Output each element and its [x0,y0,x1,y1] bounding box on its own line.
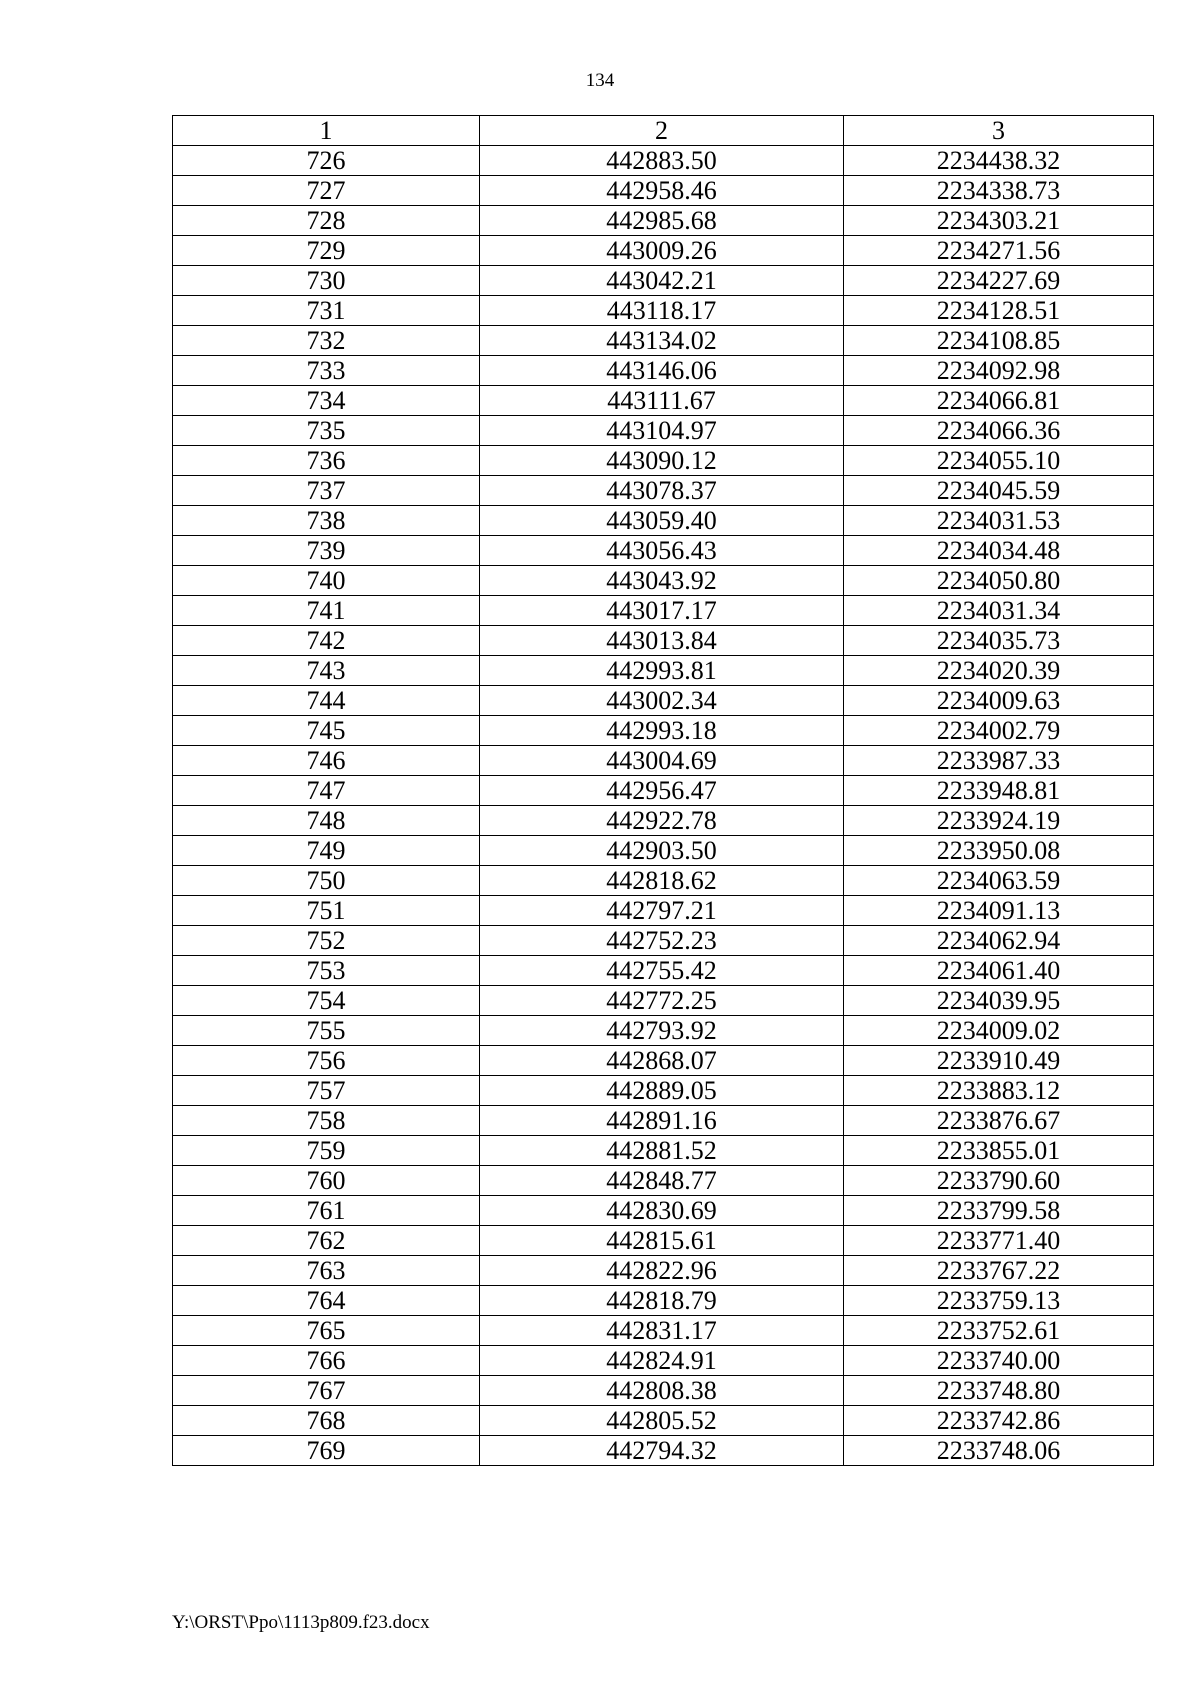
table-row [173,1166,1154,1196]
y-coordinate-cell: 2233740.00 [844,1346,1154,1376]
point-number-cell: 756 [173,1046,480,1076]
y-coordinate-cell: 2233910.49 [844,1046,1154,1076]
table-row [173,776,1154,806]
y-coordinate-cell: 2234020.39 [844,656,1154,686]
table-row [173,296,1154,326]
point-number-cell: 727 [173,176,480,206]
y-coordinate-cell: 2234066.36 [844,416,1154,446]
y-coordinate-cell: 2234002.79 [844,716,1154,746]
point-number-cell: 757 [173,1076,480,1106]
y-coordinate-cell: 2233883.12 [844,1076,1154,1106]
point-number-cell: 728 [173,206,480,236]
x-coordinate-cell: 442818.62 [480,866,844,896]
x-coordinate-cell: 442958.46 [480,176,844,206]
y-coordinate-cell: 2233790.60 [844,1166,1154,1196]
point-number-cell: 766 [173,1346,480,1376]
x-coordinate-cell: 442805.52 [480,1406,844,1436]
y-coordinate-cell: 2233752.61 [844,1316,1154,1346]
y-coordinate-cell: 2233759.13 [844,1286,1154,1316]
table-row [173,476,1154,506]
x-coordinate-cell: 442985.68 [480,206,844,236]
y-coordinate-cell: 2234061.40 [844,956,1154,986]
point-number-cell: 750 [173,866,480,896]
x-coordinate-cell: 442922.78 [480,806,844,836]
x-coordinate-cell: 443111.67 [480,386,844,416]
y-coordinate-cell: 2234271.56 [844,236,1154,266]
table-row [173,446,1154,476]
point-number-cell: 758 [173,1106,480,1136]
y-coordinate-cell: 2233924.19 [844,806,1154,836]
x-coordinate-cell: 442794.32 [480,1436,844,1466]
table-row [173,1046,1154,1076]
x-coordinate-cell: 443004.69 [480,746,844,776]
table-row [173,506,1154,536]
x-coordinate-cell: 442815.61 [480,1226,844,1256]
table-header [173,116,1154,146]
table-row [173,386,1154,416]
x-coordinate-cell: 443078.37 [480,476,844,506]
table-row [173,926,1154,956]
y-coordinate-cell: 2233950.08 [844,836,1154,866]
y-coordinate-cell: 2233855.01 [844,1136,1154,1166]
x-coordinate-cell: 443056.43 [480,536,844,566]
x-coordinate-cell: 443134.02 [480,326,844,356]
y-coordinate-cell: 2234128.51 [844,296,1154,326]
x-coordinate-cell: 443002.34 [480,686,844,716]
point-number-cell: 752 [173,926,480,956]
y-coordinate-cell: 2234092.98 [844,356,1154,386]
y-coordinate-cell: 2234066.81 [844,386,1154,416]
y-coordinate-cell: 2234108.85 [844,326,1154,356]
x-coordinate-cell: 442993.81 [480,656,844,686]
table-row [173,596,1154,626]
table-row [173,206,1154,236]
y-coordinate-cell: 2234062.94 [844,926,1154,956]
x-coordinate-cell: 442881.52 [480,1136,844,1166]
point-number-cell: 755 [173,1016,480,1046]
y-coordinate-cell: 2234031.34 [844,596,1154,626]
point-number-cell: 769 [173,1436,480,1466]
point-number-cell: 731 [173,296,480,326]
y-coordinate-cell: 2234009.63 [844,686,1154,716]
table-row [173,566,1154,596]
table-row [173,266,1154,296]
y-coordinate-cell: 2234055.10 [844,446,1154,476]
point-number-cell: 749 [173,836,480,866]
y-coordinate-cell: 2233799.58 [844,1196,1154,1226]
x-coordinate-cell: 442891.16 [480,1106,844,1136]
x-coordinate-cell: 443009.26 [480,236,844,266]
y-coordinate-cell: 2234034.48 [844,536,1154,566]
table-row [173,536,1154,566]
table-row [173,896,1154,926]
table-row [173,1106,1154,1136]
x-coordinate-cell: 442889.05 [480,1076,844,1106]
y-coordinate-cell: 2234045.59 [844,476,1154,506]
table-row [173,236,1154,266]
table-header-row [173,116,1154,146]
table-row [173,356,1154,386]
coordinates-table [172,115,1154,1466]
point-number-cell: 759 [173,1136,480,1166]
y-coordinate-cell: 2234303.21 [844,206,1154,236]
point-number-cell: 741 [173,596,480,626]
y-coordinate-cell: 2234050.80 [844,566,1154,596]
table-row [173,146,1154,176]
x-coordinate-cell: 442903.50 [480,836,844,866]
table-body [173,146,1154,1466]
point-number-cell: 739 [173,536,480,566]
point-number-cell: 733 [173,356,480,386]
point-number-cell: 754 [173,986,480,1016]
x-coordinate-cell: 442772.25 [480,986,844,1016]
table-row [173,1286,1154,1316]
x-coordinate-cell: 442883.50 [480,146,844,176]
x-coordinate-cell: 442793.92 [480,1016,844,1046]
x-coordinate-cell: 442797.21 [480,896,844,926]
table-row [173,1016,1154,1046]
point-number-cell: 732 [173,326,480,356]
x-coordinate-cell: 443146.06 [480,356,844,386]
table-row [173,956,1154,986]
x-coordinate-cell: 443090.12 [480,446,844,476]
footer-file-path: Y:\ORST\Ppo\1113p809.f23.docx [172,1612,430,1633]
point-number-cell: 761 [173,1196,480,1226]
table-row [173,416,1154,446]
point-number-cell: 751 [173,896,480,926]
x-coordinate-cell: 442868.07 [480,1046,844,1076]
y-coordinate-cell: 2233748.06 [844,1436,1154,1466]
point-number-cell: 737 [173,476,480,506]
x-coordinate-cell: 442848.77 [480,1166,844,1196]
y-coordinate-cell: 2234031.53 [844,506,1154,536]
y-coordinate-cell: 2233742.86 [844,1406,1154,1436]
x-coordinate-cell: 443104.97 [480,416,844,446]
point-number-cell: 729 [173,236,480,266]
point-number-cell: 735 [173,416,480,446]
point-number-cell: 760 [173,1166,480,1196]
y-coordinate-cell: 2234035.73 [844,626,1154,656]
table-row [173,656,1154,686]
x-coordinate-cell: 442993.18 [480,716,844,746]
point-number-cell: 743 [173,656,480,686]
table-row [173,1406,1154,1436]
column-header-1: 1 [173,116,480,146]
y-coordinate-cell: 2234091.13 [844,896,1154,926]
y-coordinate-cell: 2234338.73 [844,176,1154,206]
point-number-cell: 744 [173,686,480,716]
x-coordinate-cell: 443042.21 [480,266,844,296]
y-coordinate-cell: 2234438.32 [844,146,1154,176]
table-row [173,836,1154,866]
x-coordinate-cell: 442822.96 [480,1256,844,1286]
x-coordinate-cell: 443059.40 [480,506,844,536]
y-coordinate-cell: 2233987.33 [844,746,1154,776]
table-row [173,1136,1154,1166]
table-row [173,686,1154,716]
point-number-cell: 767 [173,1376,480,1406]
point-number-cell: 738 [173,506,480,536]
table-row [173,626,1154,656]
table-row [173,716,1154,746]
table-row [173,1076,1154,1106]
y-coordinate-cell: 2233767.22 [844,1256,1154,1286]
table-row [173,1316,1154,1346]
x-coordinate-cell: 443043.92 [480,566,844,596]
x-coordinate-cell: 442752.23 [480,926,844,956]
table-row [173,1436,1154,1466]
x-coordinate-cell: 442831.17 [480,1316,844,1346]
point-number-cell: 763 [173,1256,480,1286]
point-number-cell: 742 [173,626,480,656]
point-number-cell: 768 [173,1406,480,1436]
point-number-cell: 748 [173,806,480,836]
point-number-cell: 764 [173,1286,480,1316]
point-number-cell: 736 [173,446,480,476]
y-coordinate-cell: 2234039.95 [844,986,1154,1016]
x-coordinate-cell: 442830.69 [480,1196,844,1226]
point-number-cell: 747 [173,776,480,806]
table-row [173,806,1154,836]
table-row [173,326,1154,356]
point-number-cell: 734 [173,386,480,416]
table-row [173,1346,1154,1376]
table-row [173,746,1154,776]
y-coordinate-cell: 2234063.59 [844,866,1154,896]
x-coordinate-cell: 442824.91 [480,1346,844,1376]
y-coordinate-cell: 2234009.02 [844,1016,1154,1046]
table-row [173,1196,1154,1226]
point-number-cell: 765 [173,1316,480,1346]
table-row [173,176,1154,206]
y-coordinate-cell: 2233771.40 [844,1226,1154,1256]
column-header-3: 3 [844,116,1154,146]
point-number-cell: 730 [173,266,480,296]
x-coordinate-cell: 442956.47 [480,776,844,806]
table-row [173,986,1154,1016]
point-number-cell: 740 [173,566,480,596]
x-coordinate-cell: 443017.17 [480,596,844,626]
y-coordinate-cell: 2233748.80 [844,1376,1154,1406]
y-coordinate-cell: 2233948.81 [844,776,1154,806]
y-coordinate-cell: 2233876.67 [844,1106,1154,1136]
x-coordinate-cell: 443118.17 [480,296,844,326]
x-coordinate-cell: 443013.84 [480,626,844,656]
y-coordinate-cell: 2234227.69 [844,266,1154,296]
x-coordinate-cell: 442808.38 [480,1376,844,1406]
table-row [173,1226,1154,1256]
point-number-cell: 762 [173,1226,480,1256]
point-number-cell: 746 [173,746,480,776]
column-header-2: 2 [480,116,844,146]
x-coordinate-cell: 442755.42 [480,956,844,986]
point-number-cell: 726 [173,146,480,176]
x-coordinate-cell: 442818.79 [480,1286,844,1316]
page-number: 134 [585,70,615,91]
table-row [173,866,1154,896]
table-row [173,1376,1154,1406]
point-number-cell: 745 [173,716,480,746]
table-row [173,1256,1154,1286]
point-number-cell: 753 [173,956,480,986]
